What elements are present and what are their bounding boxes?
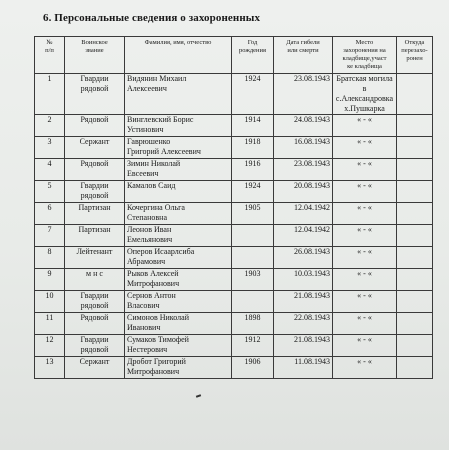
burial-place-cell: « - « <box>333 357 397 379</box>
reburied-from-cell <box>397 159 433 181</box>
death-date-cell: 10.03.1943 <box>274 269 333 291</box>
death-date-cell: 21.08.1943 <box>274 335 333 357</box>
table-row <box>35 181 433 203</box>
death-date-cell: 26.08.1943 <box>274 247 333 269</box>
death-date-cell: 12.04.1942 <box>274 203 333 225</box>
row-number: 6 <box>35 203 65 225</box>
rank-cell: Рядовой <box>65 115 125 137</box>
reburied-from-cell <box>397 137 433 159</box>
rank-cell: Сержант <box>65 137 125 159</box>
header-burial-place: Место захоронения на кладбище,участ ке кладбища <box>333 37 397 74</box>
table-row <box>35 203 433 225</box>
rank-cell: м н с <box>65 269 125 291</box>
birth-year-cell: 1905 <box>232 203 274 225</box>
birth-year-cell <box>232 247 274 269</box>
birth-year-cell: 1924 <box>232 181 274 203</box>
full-name-cell: Видянин Михаил Алексеевич <box>125 74 232 115</box>
reburied-from-cell <box>397 115 433 137</box>
full-name-cell: Леонов Иван Емельянович <box>125 225 232 247</box>
reburied-from-cell <box>397 357 433 379</box>
table-header-row <box>35 37 433 74</box>
rank-cell: Гвардии рядовой <box>65 181 125 203</box>
death-date-cell: 16.08.1943 <box>274 137 333 159</box>
full-name-cell: Кочергина Ольга Степановна <box>125 203 232 225</box>
table-row <box>35 335 433 357</box>
burial-place-cell: « - « <box>333 291 397 313</box>
reburied-from-cell <box>397 313 433 335</box>
burials-table <box>34 36 433 379</box>
birth-year-cell <box>232 225 274 247</box>
burial-place-cell: « - « <box>333 115 397 137</box>
burial-place-cell: Братская могила в с.Александровка х.Пушкарка <box>333 74 397 115</box>
burial-place-cell: « - « <box>333 137 397 159</box>
rank-cell: Рядовой <box>65 313 125 335</box>
reburied-from-cell <box>397 181 433 203</box>
burial-place-cell: « - « <box>333 203 397 225</box>
row-number: 1 <box>35 74 65 115</box>
full-name-cell: Гаврюшенко Григорий Алексеевич <box>125 137 232 159</box>
table-row <box>35 247 433 269</box>
reburied-from-cell <box>397 225 433 247</box>
reburied-from-cell <box>397 291 433 313</box>
birth-year-cell: 1912 <box>232 335 274 357</box>
birth-year-cell <box>232 291 274 313</box>
full-name-cell: Рыков Алексей Митрофанович <box>125 269 232 291</box>
full-name-cell: Сернов Антон Власович <box>125 291 232 313</box>
reburied-from-cell <box>397 203 433 225</box>
birth-year-cell: 1906 <box>232 357 274 379</box>
rank-cell: Гвардии рядовой <box>65 291 125 313</box>
burial-place-cell: « - « <box>333 313 397 335</box>
table-row <box>35 269 433 291</box>
death-date-cell: 20.08.1943 <box>274 181 333 203</box>
reburied-from-cell <box>397 74 433 115</box>
rank-cell: Сержант <box>65 357 125 379</box>
rank-cell: Гвардии рядовой <box>65 74 125 115</box>
rank-cell: Лейтенант <box>65 247 125 269</box>
burial-place-cell: « - « <box>333 335 397 357</box>
section-heading: 6. Персональные сведения о захороненных <box>43 12 261 24</box>
birth-year-cell: 1918 <box>232 137 274 159</box>
row-number: 13 <box>35 357 65 379</box>
full-name-cell: Оперов Исаарлсиба Абрамович <box>125 247 232 269</box>
birth-year-cell: 1903 <box>232 269 274 291</box>
header-death-date: Дата гибели или смерти <box>274 37 333 74</box>
table-row <box>35 313 433 335</box>
death-date-cell: 12.04.1942 <box>274 225 333 247</box>
row-number: 5 <box>35 181 65 203</box>
table-row <box>35 137 433 159</box>
full-name-cell: Камалов Саид <box>125 181 232 203</box>
table-body <box>35 74 433 379</box>
full-name-cell: Сумаков Тимофей Нестерович <box>125 335 232 357</box>
rank-cell: Партизан <box>65 225 125 247</box>
row-number: 12 <box>35 335 65 357</box>
birth-year-cell: 1916 <box>232 159 274 181</box>
table-row <box>35 115 433 137</box>
table-row <box>35 74 433 115</box>
table-row <box>35 159 433 181</box>
row-number: 3 <box>35 137 65 159</box>
death-date-cell: 11.08.1943 <box>274 357 333 379</box>
death-date-cell: 22.08.1943 <box>274 313 333 335</box>
rank-cell: Рядовой <box>65 159 125 181</box>
row-number: 7 <box>35 225 65 247</box>
burial-place-cell: « - « <box>333 247 397 269</box>
row-number: 9 <box>35 269 65 291</box>
row-number: 11 <box>35 313 65 335</box>
birth-year-cell: 1914 <box>232 115 274 137</box>
burial-place-cell: « - « <box>333 159 397 181</box>
birth-year-cell: 1924 <box>232 74 274 115</box>
reburied-from-cell <box>397 247 433 269</box>
full-name-cell: Дробот Григорий Митрофанович <box>125 357 232 379</box>
row-number: 4 <box>35 159 65 181</box>
reburied-from-cell <box>397 269 433 291</box>
row-number: 10 <box>35 291 65 313</box>
header-number: № п/п <box>35 37 65 74</box>
header-name: Фамилия, имя, отчество <box>125 37 232 74</box>
table-row <box>35 291 433 313</box>
reburied-from-cell <box>397 335 433 357</box>
burial-place-cell: « - « <box>333 225 397 247</box>
table-row <box>35 357 433 379</box>
table-row <box>35 225 433 247</box>
death-date-cell: 23.08.1943 <box>274 74 333 115</box>
burial-place-cell: « - « <box>333 181 397 203</box>
row-number: 8 <box>35 247 65 269</box>
death-date-cell: 21.08.1943 <box>274 291 333 313</box>
full-name-cell: Симонов Николай Иванович <box>125 313 232 335</box>
full-name-cell: Винглевский Борис Устинович <box>125 115 232 137</box>
death-date-cell: 24.08.1943 <box>274 115 333 137</box>
rank-cell: Партизан <box>65 203 125 225</box>
burial-place-cell: « - « <box>333 269 397 291</box>
header-birth-year: Год рождения <box>232 37 274 74</box>
death-date-cell: 23.08.1943 <box>274 159 333 181</box>
row-number: 2 <box>35 115 65 137</box>
header-rank: Воинское звание <box>65 37 125 74</box>
pen-mark <box>196 394 201 398</box>
header-reburied-from: Откуда перезахо- ронен <box>397 37 433 74</box>
full-name-cell: Зимин Николай Евсеевич <box>125 159 232 181</box>
birth-year-cell: 1898 <box>232 313 274 335</box>
rank-cell: Гвардии рядовой <box>65 335 125 357</box>
